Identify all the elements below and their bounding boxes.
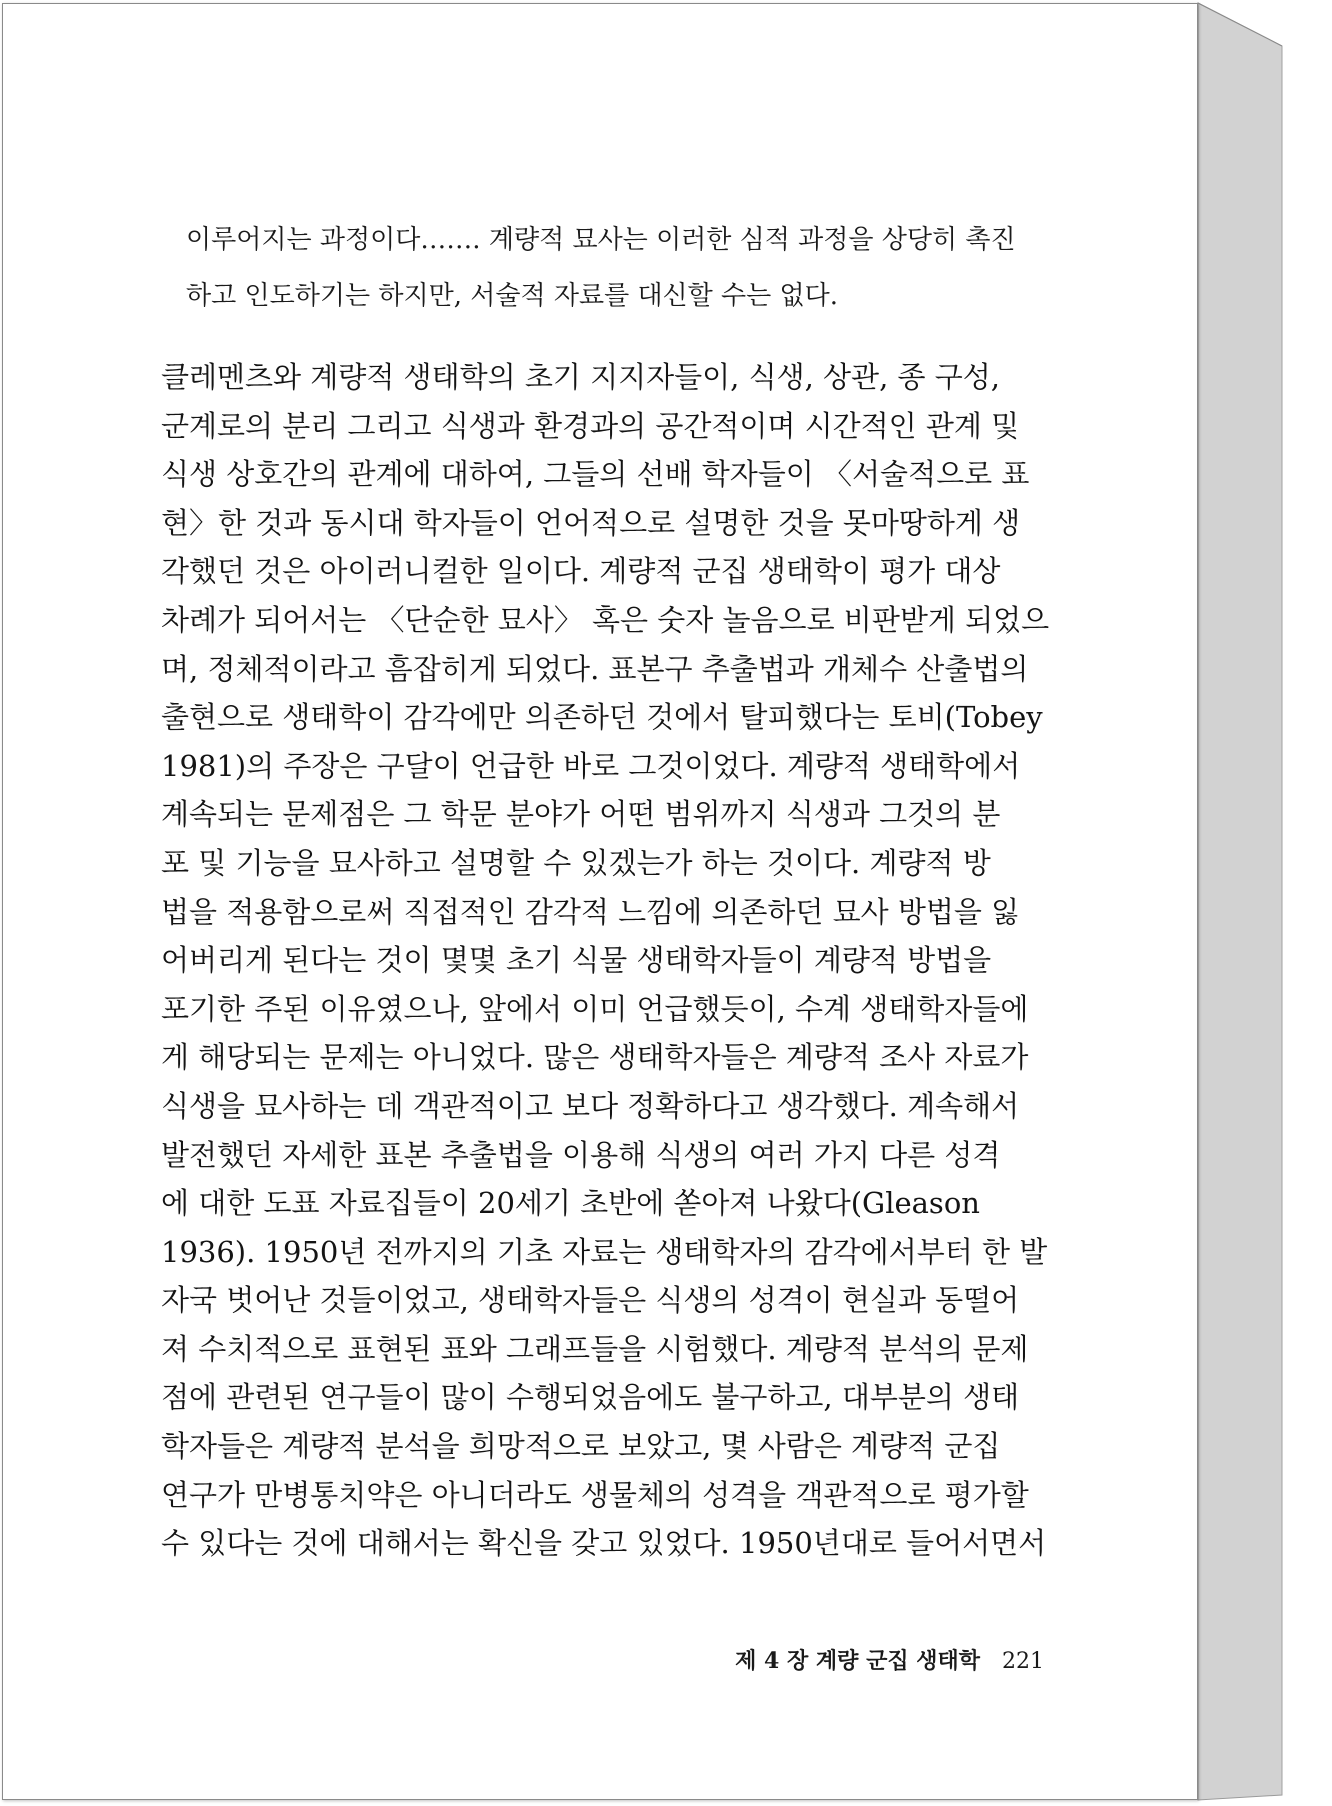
- body-line: 학자들은 계량적 분석을 희망적으로 보았고, 몇 사람은 계량적 군집: [161, 1429, 1001, 1464]
- body-text: [161, 353, 1051, 1568]
- block-quote: [186, 212, 1048, 324]
- body-line: 점에 관련된 연구들이 많이 수행되었음에도 불구하고, 대부분의 생태: [161, 1380, 1020, 1415]
- body-line: 져 수치적으로 표현된 표와 그래프들을 시험했다. 계량적 분석의 문제: [161, 1331, 1029, 1366]
- body-line: 식생을 묘사하는 데 객관적이고 보다 정확하다고 생각했다. 계속해서: [161, 1088, 1020, 1123]
- body-line: 식생 상호간의 관계에 대하여, 그들의 선배 학자들이 〈서술적으로 표: [161, 457, 1030, 492]
- body-line: 어버리게 된다는 것이 몇몇 초기 식물 생태학자들이 계량적 방법을: [161, 943, 992, 978]
- body-line: 법을 적용함으로써 직접적인 감각적 느낌에 의존하던 묘사 방법을 잃: [161, 894, 1020, 929]
- chapter-title: 제 4 장 계량 군집 생태학: [735, 1648, 980, 1674]
- body-line: 군계로의 분리 그리고 식생과 환경과의 공간적이며 시간적인 관계 및: [161, 408, 1020, 443]
- body-line: 차례가 되어서는 〈단순한 묘사〉 혹은 숫자 놀음으로 비판받게 되었으: [161, 602, 1050, 637]
- body-line: 출현으로 생태학이 감각에만 의존하던 것에서 탈피했다는 토비(Tobey: [161, 700, 1043, 735]
- body-line: 포기한 주된 이유였으나, 앞에서 이미 언급했듯이, 수계 생태학자들에: [161, 991, 1029, 1026]
- body-line: 자국 벗어난 것들이었고, 생태학자들은 식생의 성격이 현실과 동떨어: [161, 1283, 1020, 1318]
- page-number: 221: [1002, 1649, 1044, 1674]
- body-line: 게 해당되는 문제는 아니었다. 많은 생태학자들은 계량적 조사 자료가: [161, 1040, 1029, 1075]
- body-line: 연구가 만병통치약은 아니더라도 생물체의 성격을 객관적으로 평가할: [161, 1477, 1029, 1512]
- body-line: 며, 정체적이라고 흠잡히게 되었다. 표본구 추출법과 개체수 산출법의: [161, 651, 1029, 686]
- body-line: 현〉한 것과 동시대 학자들이 언어적으로 설명한 것을 못마땅하게 생: [161, 505, 1021, 540]
- body-line: 클레멘츠와 계량적 생태학의 초기 지지자들이, 식생, 상관, 종 구성,: [161, 360, 1000, 394]
- body-line: 계속되는 문제점은 그 학문 분야가 어떤 범위까지 식생과 그것의 분: [161, 797, 1001, 832]
- quote-line: 하고 인도하기는 하지만, 서술적 자료를 대신할 수는 없다.: [186, 281, 839, 311]
- body-line: 각했던 것은 아이러니컬한 일이다. 계량적 군집 생태학이 평가 대상: [161, 554, 1001, 589]
- body-line: 에 대한 도표 자료집들이 20세기 초반에 쏟아져 나왔다(Gleason: [161, 1186, 980, 1221]
- running-footer: [735, 1644, 1044, 1675]
- book-page: [2, 3, 1198, 1800]
- body-line: 발전했던 자세한 표본 추출법을 이용해 식생의 여러 가지 다른 성격: [161, 1137, 1001, 1172]
- body-line: 1981)의 주장은 구달이 언급한 바로 그것이었다. 계량적 생태학에서: [161, 748, 1021, 783]
- body-line: 1936). 1950년 전까지의 기초 자료는 생태학자의 감각에서부터 한 발: [161, 1234, 1048, 1269]
- body-line: 포 및 기능을 묘사하고 설명할 수 있겠는가 하는 것이다. 계량적 방: [161, 845, 991, 880]
- body-line: 수 있다는 것에 대해서는 확신을 갖고 있었다. 1950년대로 들어서면서: [161, 1526, 1047, 1561]
- quote-line: 이루어지는 과정이다……. 계량적 묘사는 이러한 심적 과정을 상당히 촉진: [186, 225, 1016, 255]
